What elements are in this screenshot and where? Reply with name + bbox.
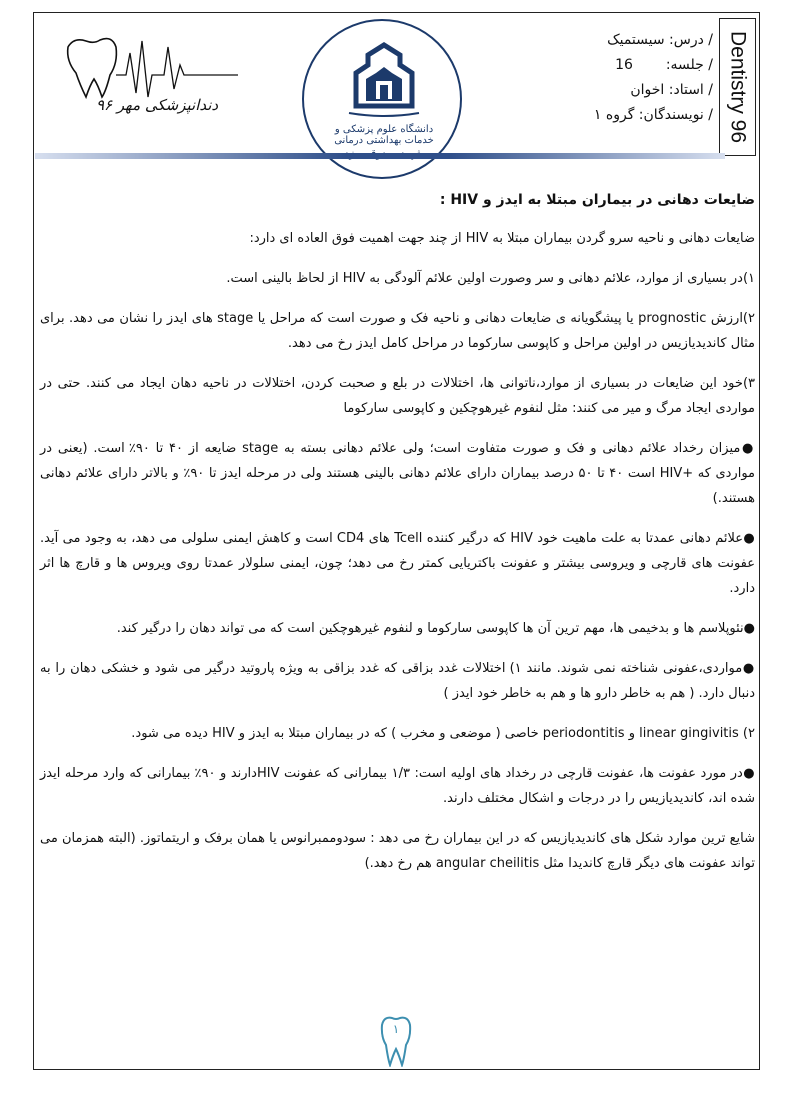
paragraph-neoplasms: ●نئوپلاسم ها و بدخیمی ها، مهم ترین آن ها کاپوسی سارکوما و لنفوم غیرهوچکین است که می تواند دهان را درگیر کند. bbox=[116, 621, 755, 636]
teacher-line: / استاد: اخوان bbox=[630, 82, 713, 98]
header-divider bbox=[35, 153, 725, 159]
paragraph-incidence: ●میزان رخداد علائم دهانی و فک و صورت متفاوت است؛ ولی علائم دهانی بسته به stage ضایعه از ۴۰ تا ۹۰٪ است. (یعنی در مواردی که +HIV است ۴۰ تا ۵۰ درصد بیماران دارای علائم دهانی بالینی هستند ولی در مرحله ایدز تا ۹۰٪ و بالاتر دارای علائم دهانی هستند.) bbox=[40, 441, 756, 506]
paragraph-intro: ضایعات دهانی و ناحیه سرو گردن بیماران مبتلا به HIV از چند جهت اهمیت فوق العاده ای دارد: bbox=[249, 231, 755, 246]
paragraph-1: ۱)در بسیاری از موارد، علائم دهانی و سر وصورت اولین علائم آلودگی به HIV از لحاظ بالینی است. bbox=[226, 271, 755, 286]
page-number: ۱ bbox=[392, 1022, 400, 1036]
paragraph-2: ۲)ارزش prognostic یا پیشگویانه ی ضایعات دهانی و ناحیه فک و صورت است که مراحل یا stage های ایدز را نشان می دهد. برای مثال کاندیدیازیس در اولین مراحل و کاپوسی سارکوما در مراحل کامل ایدز رخ می دهد. bbox=[40, 311, 755, 351]
paragraph-cd4: ●علائم دهانی عمدتا به علت ماهیت خود HIV که درگیر کننده Tcell های CD4 است و کاهش ایمنی سلولی می دهد، به وجود می آید. عفونت های قارچی و ویروسی بیشتر و عفونت باکتریایی کمتر رخ می دهد؛ چون، ایمنی سلولار عمدتا روی ویروس ها و قارچ ها اثر دارد. bbox=[40, 531, 755, 596]
brand-text: دندانپزشکی مهر ۹۶ bbox=[96, 96, 219, 114]
session-label: / جلسه: bbox=[665, 57, 713, 73]
brand-logo bbox=[60, 35, 240, 135]
tooth-heartbeat-icon bbox=[60, 35, 240, 105]
course-line: / درس: سیستمیک bbox=[607, 32, 713, 48]
logo-university-name: دانشگاه علوم پزشکی و خدمات بهداشتی درمانی bbox=[334, 124, 434, 146]
paragraph-3: ۳)خود این ضایعات در بسیاری از موارد،ناتوانی ها، اختلالات در بلع و صحبت کردن، اختلالات در ناحیه دهان ایجاد می کنند. حتی در مواردی ایجاد مرگ و میر می کنند: مثل لنفوم غیرهوچکین و کاپوسی سارکوما bbox=[40, 376, 755, 416]
lecture-meta bbox=[565, 28, 713, 128]
dentistry-tab bbox=[719, 18, 756, 156]
footer-tooth bbox=[378, 1015, 414, 1067]
paragraph-candidiasis: شایع ترین موارد شکل های کاندیدیازیس که در این بیماران رخ می دهد : سودوممبرانوس یا همان برفک و اریتماتوز. (البته همزمان می تواند عفونت های دیگر قارچ کاندیدا مثل angular cheilitis هم رخ دهد.) bbox=[40, 831, 755, 871]
session-number: 16 bbox=[615, 57, 633, 73]
lecture-content bbox=[40, 188, 755, 891]
paragraph-non-infectious: ●مواردی،عفونی شناخته نمی شوند. مانند ۱) اختلالات غدد بزاقی که غدد بزاقی به ویژه پاروتید درگیر می شود و خشکی دهان را به دنبال دارد. ( هم به خاطر دارو ها و هم به خاطر خود ایدز ) bbox=[40, 661, 755, 701]
authors-line: / نویسندگان: گروه ۱ bbox=[593, 107, 713, 123]
paragraph-fungal: ●در مورد عفونت ها، عفونت قارچی در رخداد های اولیه است: ۱/۳ بیمارانی که عفونت HIVدارند و ۹۰٪ بیمارانی که وارد مرحله ایدز شده اند، کاندیدیازیس را در درجات و اشکال مختلف دارند. bbox=[40, 766, 756, 806]
section-title: ضایعات دهانی در بیماران مبتلا به ایدز و HIV : bbox=[439, 192, 755, 208]
session-line bbox=[565, 53, 713, 78]
dentistry-tab-label: Dentistry 96 bbox=[726, 30, 750, 144]
page-header bbox=[0, 0, 794, 178]
paragraph-periodontal: ۲) linear gingivitis و periodontitis خاصی ( موضعی و مخرب ) که در بیماران مبتلا به ایدز و HIV دیده می شود. bbox=[131, 726, 755, 741]
